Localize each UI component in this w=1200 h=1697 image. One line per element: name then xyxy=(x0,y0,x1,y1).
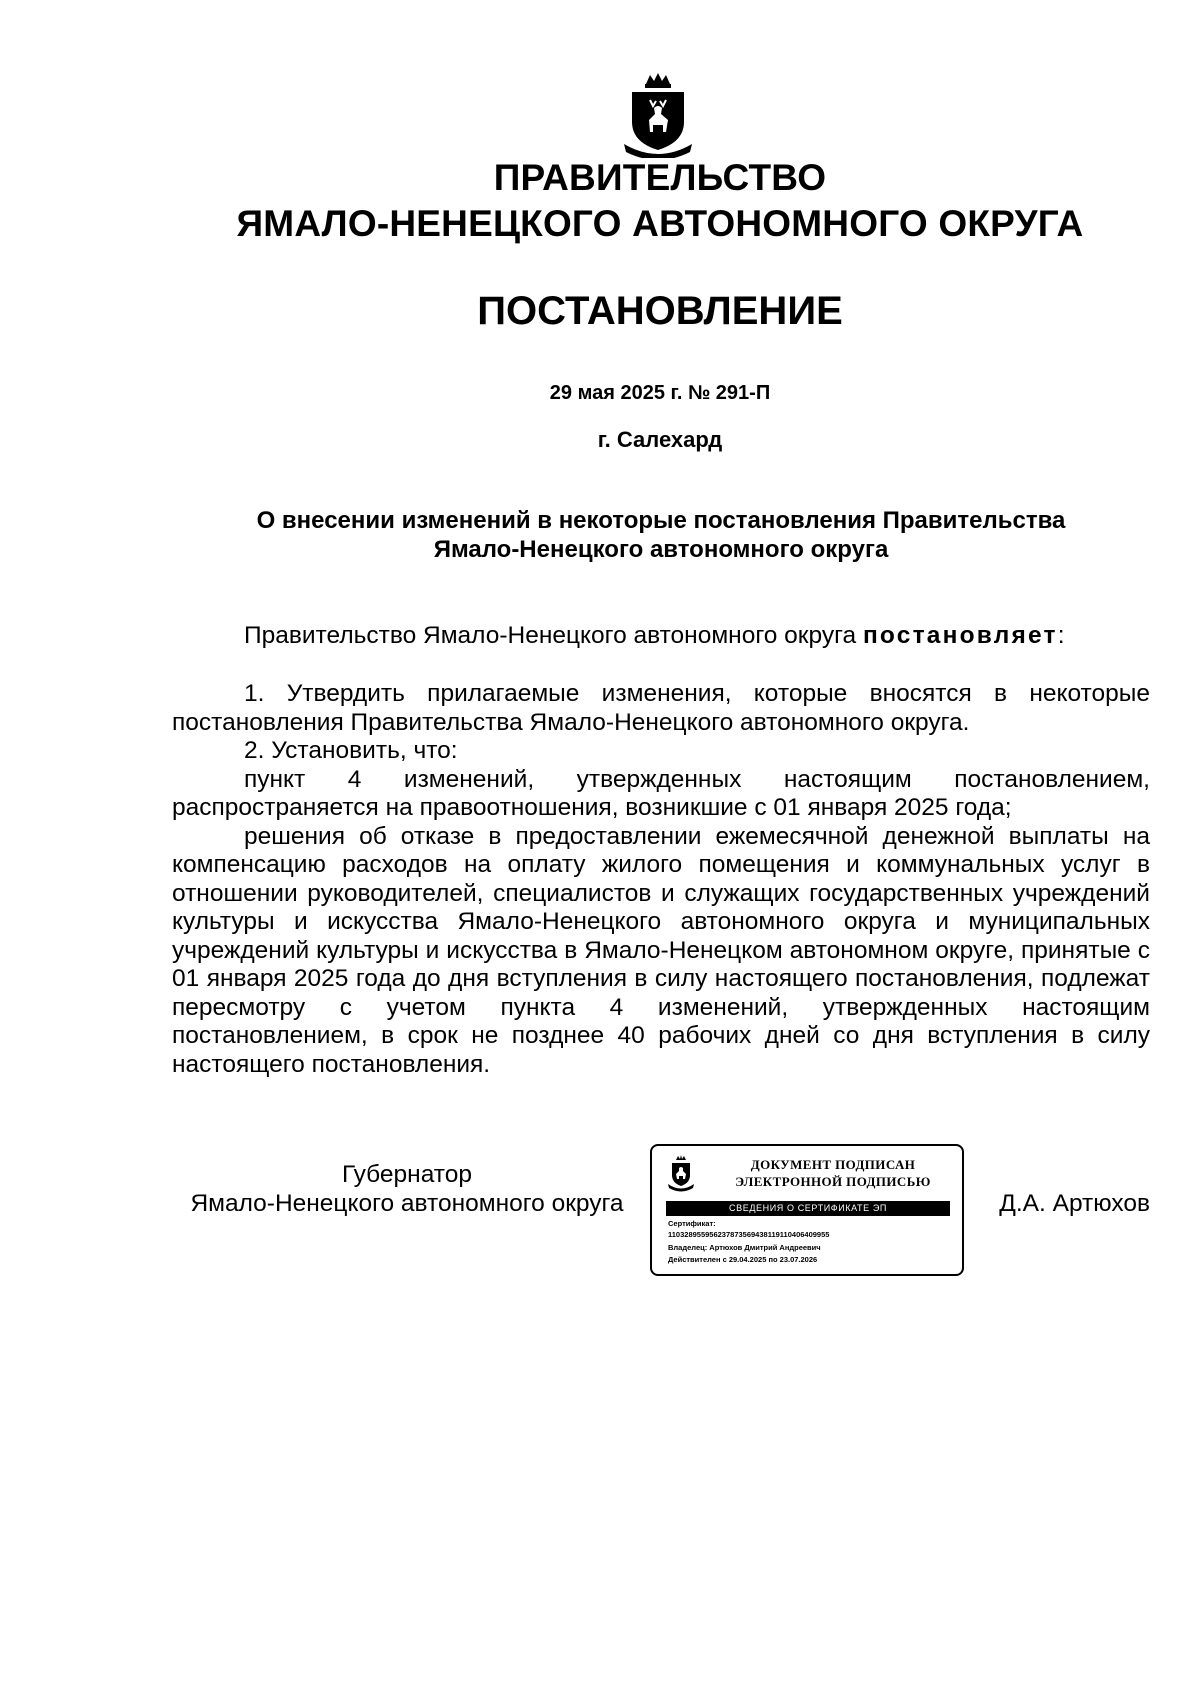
document-date-number: 29 мая 2025 г. № 291-П xyxy=(549,382,771,404)
decree-item-1: 1. Утвердить прилагаемые изменения, которые вносятся в некоторые постановления Правительства Ямало-Ненецкого автономного округа. xyxy=(172,680,1150,736)
stamp-certificate-label: Сертификат: xyxy=(668,1219,716,1228)
organization-title-line1: ПРАВИТЕЛЬСТВО xyxy=(493,157,827,198)
preamble-verb: постановляет xyxy=(862,622,1058,649)
stamp-certificate-bar: СВЕДЕНИЯ О СЕРТИФИКАТЕ ЭП xyxy=(666,1201,950,1216)
decree-item-2-clause-1: пункт 4 изменений, утвержденных настоящим постановлением, распространяется на правоотношения, возникшие с 01 января 2025 года; xyxy=(172,765,1150,821)
preamble-tail: : xyxy=(1057,622,1065,649)
organization-title-line2: ЯМАЛО-НЕНЕЦКОГО АВТОНОМНОГО ОКРУГА xyxy=(236,203,1084,244)
stamp-heading-line1: ДОКУМЕНТ ПОДПИСАН xyxy=(750,1157,916,1172)
document-city: г. Салехард xyxy=(597,427,723,452)
e-signature-stamp xyxy=(650,1144,964,1276)
stamp-certificate-number: 110328955956237873569438119110406409955 xyxy=(668,1230,830,1239)
document-subject xyxy=(170,506,1152,564)
stamp-owner: Владелец: Артюхов Дмитрий Андреевич xyxy=(668,1243,821,1252)
signatory-position xyxy=(172,1160,642,1218)
subject-line2: Ямало-Ненецкого автономного округа xyxy=(433,536,889,563)
signatory-name: Д.А. Артюхов xyxy=(999,1190,1150,1217)
stamp-validity: Действителен с 29.04.2025 по 23.07.2026 xyxy=(668,1255,818,1264)
decree-items xyxy=(172,680,1150,1079)
signatory-position-line1: Губернатор xyxy=(342,1161,472,1188)
document-type: ПОСТАНОВЛЕНИЕ xyxy=(477,289,843,333)
preamble-text: Правительство Ямало-Ненецкого автономного округа xyxy=(244,622,863,649)
stamp-coat-of-arms-icon xyxy=(666,1154,696,1192)
coat-of-arms-icon xyxy=(620,70,696,158)
subject-line1: О внесении изменений в некоторые постановления Правительства xyxy=(256,507,1066,534)
decree-item-2: 2. Установить, что: xyxy=(244,737,458,764)
preamble xyxy=(172,622,1150,651)
signatory-position-line2: Ямало-Ненецкого автономного округа xyxy=(190,1190,624,1217)
stamp-heading-line2: ЭЛЕКТРОННОЙ ПОДПИСЬЮ xyxy=(735,1174,931,1189)
decree-item-2-clause-2: решения об отказе в предоставлении ежемесячной денежной выплаты на компенсацию расходов на оплату жилого помещения и коммунальных услуг в отношении руководителей, специалистов и служащих государственных учреждений культуры и искусства Ямало-Ненецкого автономного округа и муниципальных учреждений культуры и искусства в Ямало-Ненецком автономном округе, принятые с 01 января 2025 года до дня вступления в силу настоящего постановления, подлежат пересмотру с учетом пункта 4 изменений, утвержденных настоящим постановлением, в срок не позднее 40 рабочих дней со дня вступления в силу настоящего постановления. xyxy=(172,822,1150,1078)
